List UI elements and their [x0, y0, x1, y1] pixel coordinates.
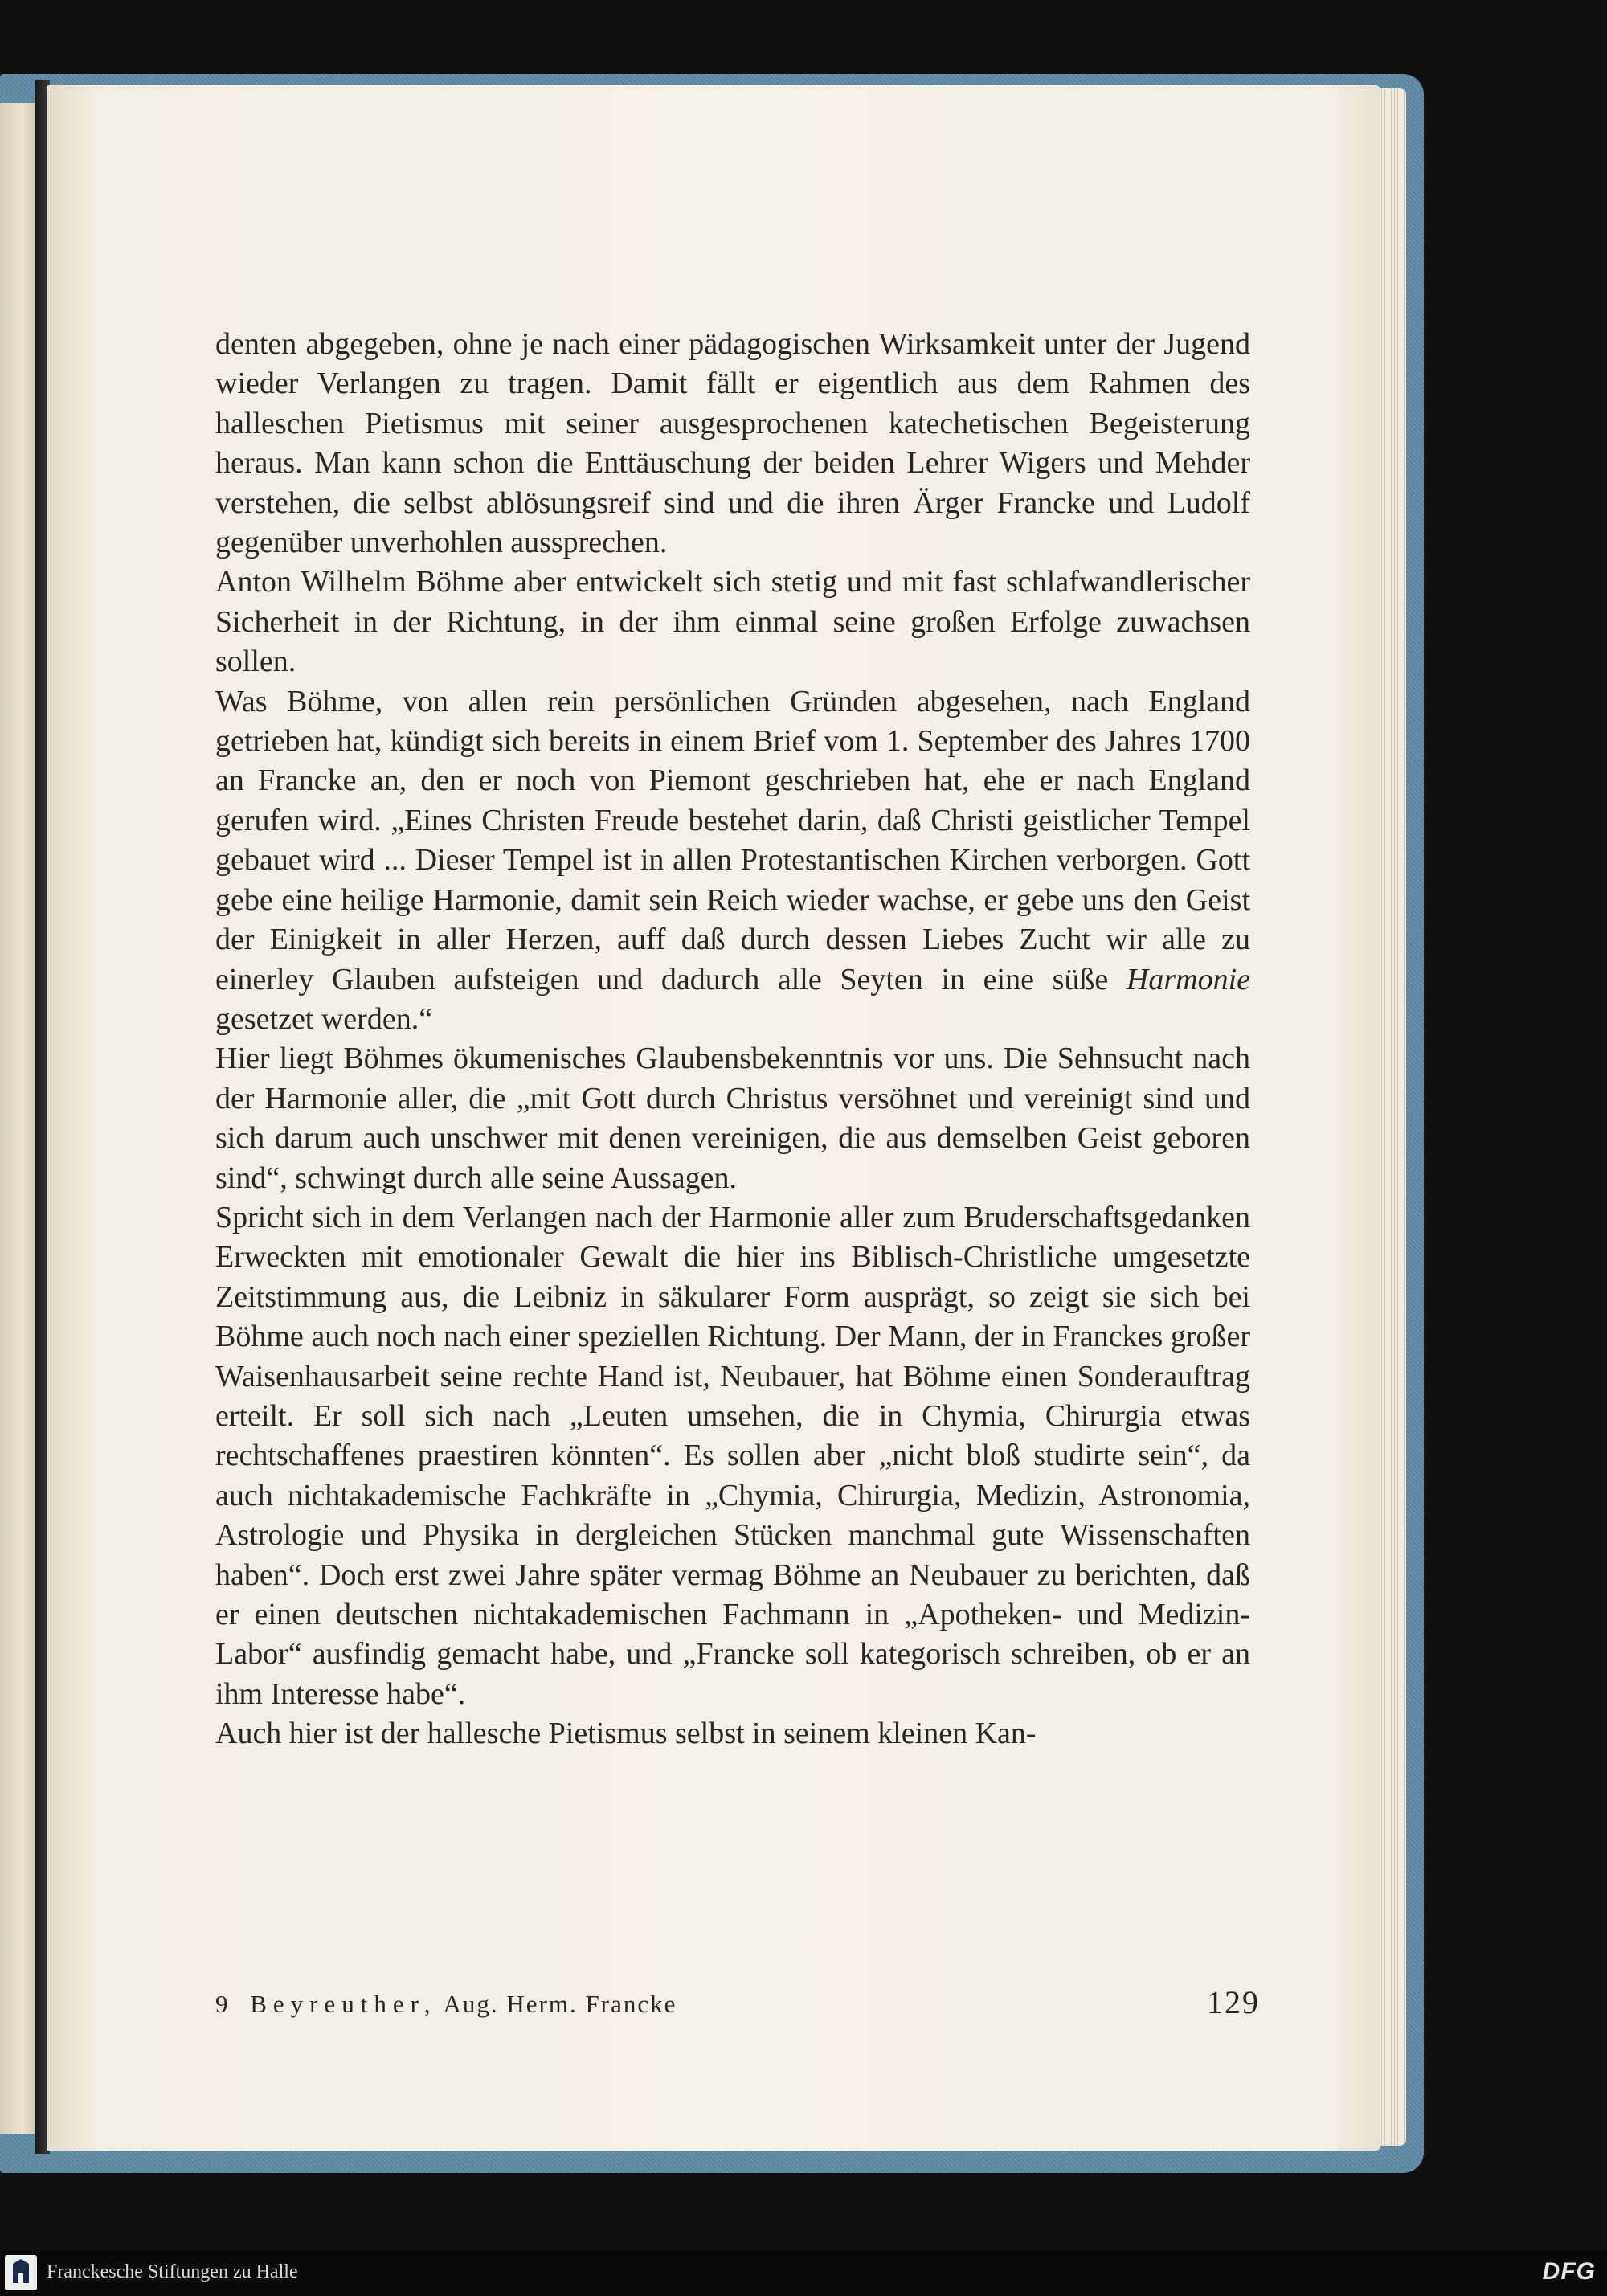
- institution-name: Franckesche Stiftungen zu Halle: [47, 2261, 298, 2282]
- page-number: 129: [1207, 1984, 1260, 2020]
- paragraph: [215, 682, 1250, 1040]
- paragraph: Auch hier ist der hallesche Pietismus selbst in seinem kleinen Kan-: [215, 1717, 1037, 1751]
- signature-number: 9: [215, 1990, 230, 2018]
- credit-bar: [0, 2250, 1607, 2296]
- printer-signature: [215, 1990, 677, 2019]
- page-footer: [215, 1983, 1260, 2028]
- italic-emphasis: Harmonie: [1126, 962, 1251, 997]
- dfg-logo: DFG: [1542, 2258, 1596, 2285]
- body-text: [215, 325, 1250, 1754]
- paragraph: denten abgegeben, ohne je nach einer pädagogischen Wirksamkeit unter der Jugend wieder Verlangen zu tragen. Damit fällt er eigentlich aus dem Rahmen des halleschen Pietismus mit seiner ausgesprochenen katechetischen Begeisterung heraus. Man kann schon die Enttäuschung der beiden Lehrer Wigers und Mehder verstehen, die selbst ablösungsreif sind und die ihren Ärger Francke und Ludolf gegenüber unverhohlen aussprechen.: [215, 327, 1250, 560]
- paragraph: Anton Wilhelm Böhme aber entwickelt sich stetig und mit fast schlafwandlerischer Sicherheit in der Richtung, in der ihm einmal seine großen Erfolge zuwachsen sollen.: [215, 565, 1250, 679]
- paragraph-text: Was Böhme, von allen rein persönlichen Gründen abgesehen, nach England getrieben hat, kündigt sich bereits in einem Brief vom 1. September des Jahres 1700 an Francke an, den er noch von Piemont geschrieben hat, ehe er nach England gerufen wird. „Eines Christen Freude bestehet darin, daß Christi geistlicher Tempel gebauet wird ... Dieser Tempel ist in allen Protestantischen Kirchen verborgen. Gott gebe eine heilige Harmonie, damit sein Reich wieder wachse, er gebe uns den Geist der Einigkeit in aller Herzen, auff daß durch dessen Liebes Zucht wir alle zu einerley Glauben aufsteigen und dadurch alle Seyten in eine süße: [215, 684, 1250, 997]
- institution-logo-icon: [5, 2255, 37, 2290]
- paragraph: Hier liegt Böhmes ökumenisches Glaubensbekenntnis vor uns. Die Sehnsucht nach der Harmonie aller, die „mit Gott durch Christus versöhnet und vereinigt sind und sich darum auch unschwer mit denen vereinigen, die aus demselben Geist geboren sind“, schwingt durch alle seine Aussagen.: [215, 1042, 1250, 1195]
- signature-author: Beyreuther,: [250, 1990, 437, 2018]
- signature-title: Aug. Herm. Francke: [443, 1990, 677, 2018]
- paragraph: Spricht sich in dem Verlangen nach der Harmonie aller zum Bruderschaftsgedanken Erweckten mit emotionaler Gewalt die hier ins Biblisch-Christliche umgesetzte Zeitstimmung aus, die Leibniz in säkularer Form ausprägt, so zeigt sie sich bei Böhme auch noch nach einer speziellen Richtung. Der Mann, der in Franckes großer Waisenhausarbeit seine rechte Hand ist, Neubauer, hat Böhme einen Sonderauftrag erteilt. Er soll sich nach „Leuten umsehen, die in Chymia, Chirurgia etwas rechtschaffenes praestiren könnten“. Es sollen aber „nicht bloß studirte sein“, da auch nichtakademische Fachkräfte in „Chymia, Chirurgia, Medizin, Astronomia, Astrologie und Physika in dergleichen Stücken manchmal gute Wissenschaften haben“. Doch erst zwei Jahre später vermag Böhme an Neubauer zu berichten, daß er einen deutschen nichtakademischen Fachmann in „Apotheken- und Medizin-Labor“ ausfindig gemacht habe, und „Francke soll kategorisch schreiben, ob er an ihm Interesse habe“.: [215, 1200, 1250, 1711]
- quote-tail: gesetzet werden.“: [215, 1001, 433, 1036]
- left-facing-page: [0, 103, 37, 2134]
- book-page: [47, 85, 1380, 2151]
